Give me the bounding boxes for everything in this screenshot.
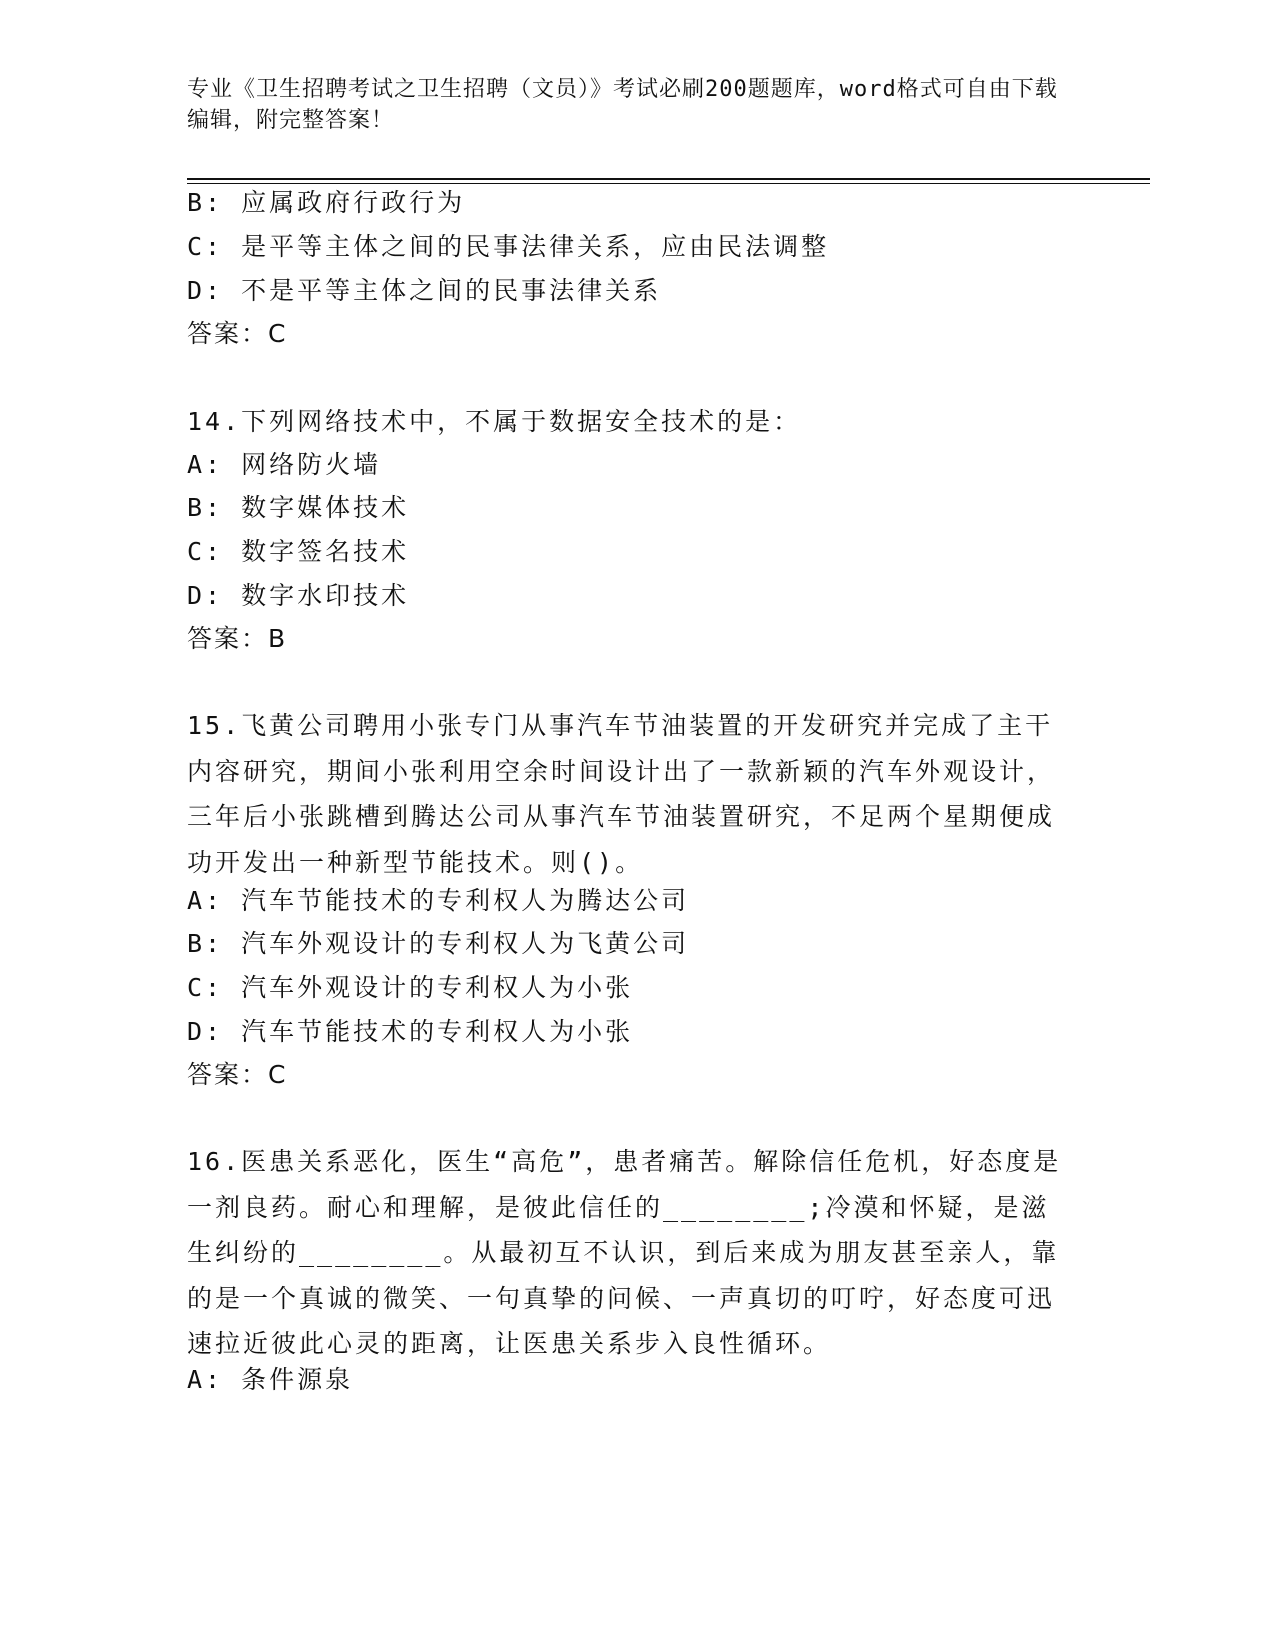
q16-option-a: A: 条件源泉: [187, 1365, 354, 1394]
q16-stem: 16.医患关系恶化，医生“高危”，患者痛苦。解除信任危机，好态度是一剂良药。耐心和理解，是彼此信任的________;冷漠和怀疑，是滋生纠纷的________。从最初互不认识，到后来成为朋友甚至亲人，靠的是一个真诚的微笑、一句真挚的问候、一声真切的叮咛，好态度可迅速拉近彼此心灵的距离，让医患关系步入良性循环。: [187, 1147, 1062, 1358]
q13-answer: 答案：C: [187, 319, 288, 348]
q13-option-d: D: 不是平等主体之间的民事法律关系: [187, 276, 662, 305]
q13-option-c: C: 是平等主体之间的民事法律关系，应由民法调整: [187, 232, 830, 261]
header-rule-thick: [187, 178, 1150, 180]
q15-option-b: B: 汽车外观设计的专利权人为飞黄公司: [187, 929, 690, 958]
q15-option-a: A: 汽车节能技术的专利权人为腾达公司: [187, 886, 690, 915]
q14-option-c: C: 数字签名技术: [187, 537, 410, 566]
q13-option-b: B: 应属政府行政行为: [187, 188, 466, 217]
q15-option-c: C: 汽车外观设计的专利权人为小张: [187, 973, 634, 1002]
header-rule-thin: [187, 183, 1150, 184]
q14-option-a: A: 网络防火墙: [187, 450, 382, 479]
q14-option-b: B: 数字媒体技术: [187, 493, 410, 522]
document-header: 专业《卫生招聘考试之卫生招聘（文员）》考试必刷200题题库，word格式可自由下载编辑，附完整答案！: [187, 77, 1058, 133]
q14-stem: 14.下列网络技术中，不属于数据安全技术的是：: [187, 407, 802, 436]
q15-option-d: D: 汽车节能技术的专利权人为小张: [187, 1017, 634, 1046]
q14-option-d: D: 数字水印技术: [187, 581, 410, 610]
q15-answer: 答案：C: [187, 1060, 288, 1089]
q15-stem: 15.飞黄公司聘用小张专门从事汽车节油装置的开发研究并完成了主干内容研究，期间小张利用空余时间设计出了一款新颖的汽车外观设计，三年后小张跳槽到腾达公司从事汽车节油装置研究，不足两个星期便成功开发出一种新型节能技术。则()。: [187, 711, 1056, 877]
q14-answer: 答案：B: [187, 624, 288, 653]
